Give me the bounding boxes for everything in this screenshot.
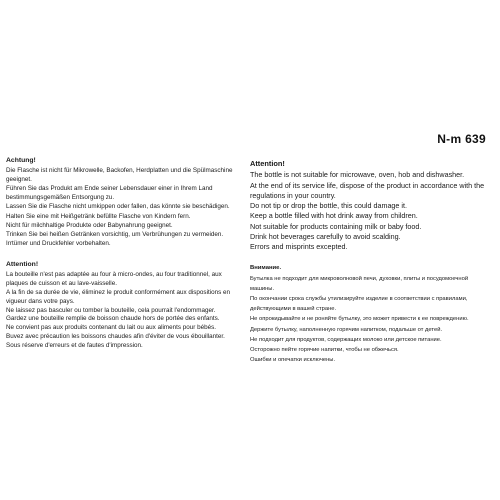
warning-line: Держите бутылку, наполненную горячим напитком, подальше от детей. <box>250 326 443 333</box>
warning-line: Errors and misprints excepted. <box>250 242 348 252</box>
warning-block-french <box>6 261 242 351</box>
warning-line: Führen Sie das Produkt am Ende seiner Lebensdauer einer in Ihrem Land bestimmungsgemäßen Entsorgung zu. <box>6 185 213 202</box>
warning-line: По окончании срока службы утилизируйте изделие в соответствии с правилами, действующими в вашей стране. <box>250 296 468 313</box>
warning-heading-german: Achtung! <box>6 157 36 164</box>
warning-line: Die Flasche ist nicht für Mikrowelle, Backofen, Herdplatten und die Spülmaschine geeignet. <box>6 167 233 184</box>
warning-line: Irrtümer und Druckfehler vorbehalten. <box>6 239 111 247</box>
warning-line: The bottle is not suitable for microwave, oven, hob and dishwasher. <box>250 170 465 180</box>
warning-line: Ne convient pas aux produits contenant du lait ou aux aliments pour bébés. <box>6 324 217 332</box>
warning-line: Not suitable for products containing milk or baby food. <box>250 221 422 231</box>
warning-line: Ошибки и опечатки исключены. <box>250 356 336 363</box>
warning-line: Buvez avec précaution les boissons chaudes afin d'éviter de vous ébouillanter. <box>6 333 225 341</box>
warning-line: Sous réserve d'erreurs et de fautes d'impression. <box>6 342 143 350</box>
warning-block-german <box>6 156 242 248</box>
warning-heading-french: Attention! <box>6 261 39 268</box>
warning-line: Осторожно пейте горячие напитки, чтобы не обжечься. <box>250 346 399 353</box>
warning-block-english <box>250 159 492 253</box>
warning-line: Ne laissez pas basculer ou tomber la bouteille, cela pourrait l'endommager. <box>6 306 216 314</box>
warning-line: Не опрокидывайте и не роняйте бутылку, это может привести к ее повреждению. <box>250 316 469 323</box>
warning-block-russian <box>250 263 492 365</box>
warning-line: La bouteille n'est pas adaptée au four à micro-ondes, au four traditionnel, aux plaques de cuisson et au lave-vaisselle. <box>6 270 222 287</box>
warning-line: Lassen Sie die Flasche nicht umkippen oder fallen, das könnte sie beschädigen. <box>6 203 230 211</box>
warning-heading-russian: Внимание. <box>250 265 282 271</box>
warning-line: Halten Sie eine mit Heißgetränk befüllte Flasche von Kindern fern. <box>6 212 191 220</box>
warning-line: At the end of its service life, dispose of the product in accordance with the regulations in your country. <box>250 180 485 200</box>
warning-line: Keep a bottle filled with hot drink away from children. <box>250 211 418 221</box>
warning-line: Drink hot beverages carefully to avoid scalding. <box>250 232 401 242</box>
warning-line: Nicht für milchhaltige Produkte oder Babynahrung geeignet. <box>6 221 173 229</box>
model-number: N-m 639 <box>437 132 486 146</box>
warning-line: Trinken Sie bei heißen Getränken vorsichtig, um Verbrühungen zu vermeiden. <box>6 230 224 238</box>
warning-heading-english: Attention! <box>250 159 285 168</box>
warning-line: Do not tip or drop the bottle, this could damage it. <box>250 201 408 211</box>
warning-line: Gardez une bouteille remplie de boisson chaude hors de portée des enfants. <box>6 315 220 323</box>
warning-line: Не подходит для продуктов, содержащих молоко или детское питание. <box>250 336 442 343</box>
warning-line: A la fin de sa durée de vie, éliminez le produit conformément aux dispositions en vigueur dans votre pays. <box>6 288 231 305</box>
warning-line: Бутылка не подходит для микроволновой печи, духовки, плиты и посудомоечной машины. <box>250 276 469 293</box>
